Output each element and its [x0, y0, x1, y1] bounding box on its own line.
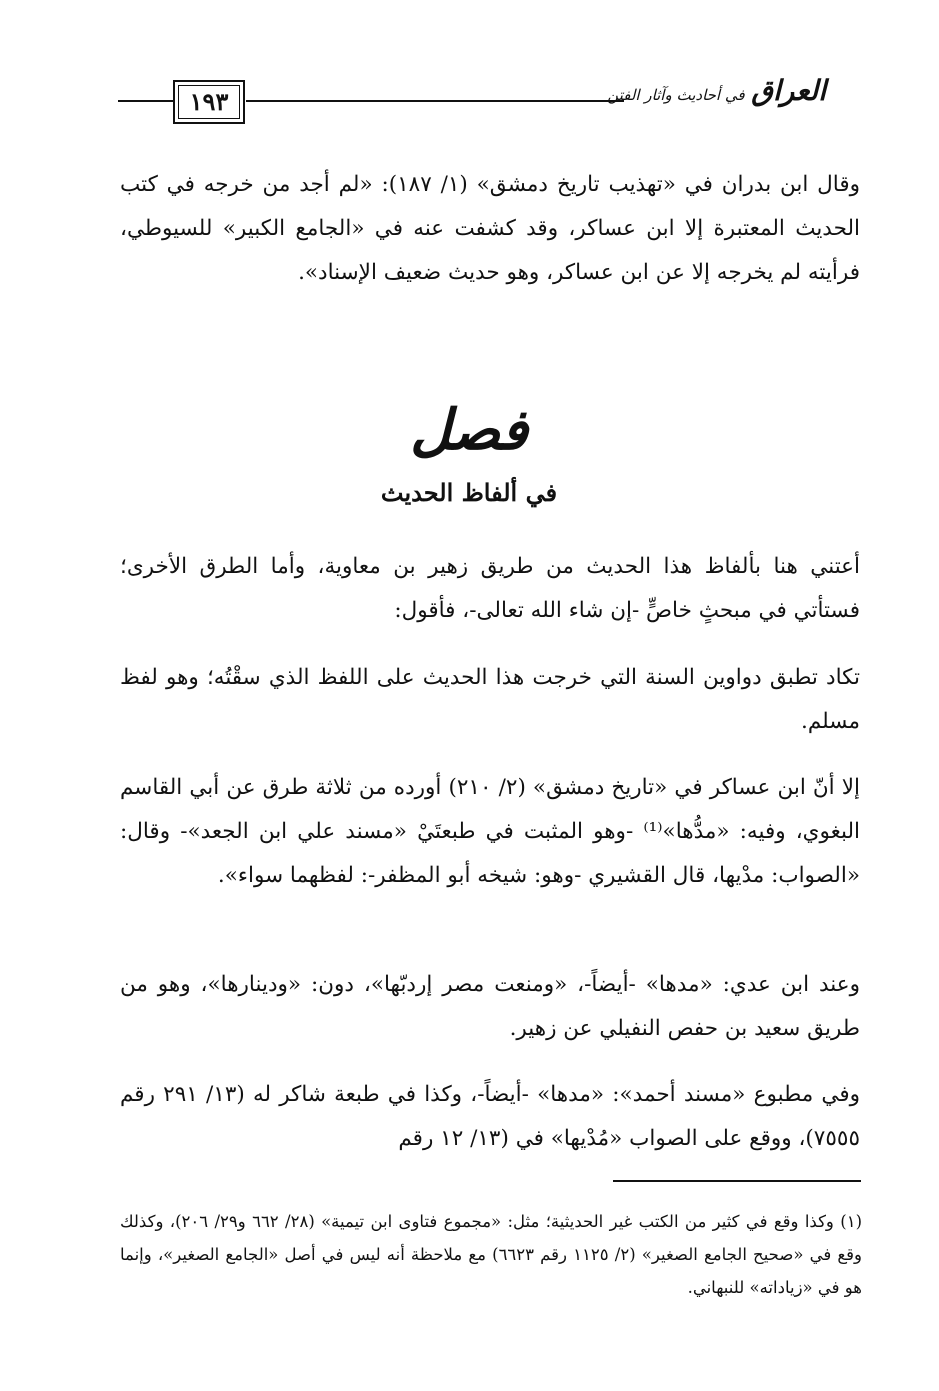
paragraph-6: وفي مطبوع «مسند أحمد»: «مدها» -أيضاً-، وكذا في طبعة شاكر له (١٣/ ٢٩١ رقم ٧٥٥٥)، ووقع على الصواب «مُدْيها» في (١٣/ ١٢ رقم	[120, 1082, 861, 1151]
paragraph-1: وقال ابن بدران في «تهذيب تاريخ دمشق» (١/ ١٨٧): «لم أجد من خرجه في كتب الحديث المعتبرة إلا ابن عساكر، وقد كشفت عنه في «الجامع الكبير» للسيوطي، فرأيته لم يخرجه إلا عن ابن عساكر، وهو حديث ضعيف الإسناد».	[120, 172, 861, 285]
running-title	[607, 74, 826, 114]
page-number-box	[173, 80, 245, 124]
footnote-separator	[613, 1180, 861, 1182]
header-rule-left	[118, 100, 173, 102]
running-title-main: العراق	[751, 74, 826, 107]
footnote: (١) وكذا وقع في كثير من الكتب غير الحديثية؛ مثل: «مجموع فتاوى ابن تيمية» (٢٨/ ٦٦٢ و٢٩/ ٢٠٦)، وكذلك وقع في «صحيح الجامع الصغير» (٢/ ١١٢٥ رقم ٦٦٢٣) مع ملاحظة أنه ليس في أصل «الجامع الصغير»، وإنما هو في «زياداته» للنبهاني.	[120, 1212, 863, 1297]
section-title: فصل	[410, 397, 528, 463]
paragraph-5: وعند ابن عدي: «مدها» -أيضاً-، «ومنعت مصر إردبّها»، دون: «ودينارها»، وهو من طريق سعيد بن حفص النفيلي عن زهير.	[120, 972, 860, 1041]
section-subtitle: في ألفاظ الحديث	[380, 478, 558, 507]
header-rule-right	[246, 100, 624, 102]
paragraph-4: إلا أنّ ابن عساكر في «تاريخ دمشق» (٢/ ٢١٠) أورده من ثلاثة طرق عن أبي القاسم البغوي، وفيه: «مدُّها»⁽¹⁾ -وهو المثبت في طبعتَيْ «مسند علي ابن الجعد»- وقال: «الصواب: مدْيها، قال القشيري -وهو: شيخه أبو المظفر-: لفظهما سواء».	[120, 775, 861, 888]
running-title-sub: في أحاديث وآثار الفتن	[607, 86, 745, 104]
paragraph-2: أعتني هنا بألفاظ هذا الحديث من طريق زهير بن معاوية، وأما الطرق الأخرى؛ فستأتي في مبحثٍ خاصٍّ -إن شاء الله تعالى-، فأقول:	[120, 554, 860, 623]
paragraph-3: تكاد تطبق دواوين السنة التي خرجت هذا الحديث على اللفظ الذي سقْتُه؛ وهو لفظ مسلم.	[120, 665, 860, 734]
page-number: ١٩٣	[178, 85, 240, 119]
